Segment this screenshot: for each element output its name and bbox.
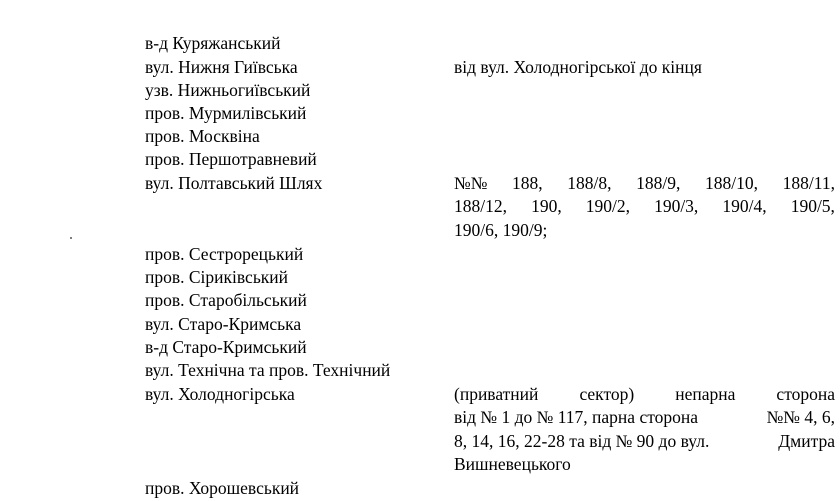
street-name: вул. Технічна та пров. Технічний bbox=[145, 360, 391, 380]
street-name: узв. Нижньогиївський bbox=[145, 80, 311, 100]
range-segment: від № 1 до № 117, парна сторона bbox=[454, 407, 699, 428]
range-line: Вишневецького bbox=[454, 453, 571, 474]
house-numbers-line bbox=[454, 172, 835, 195]
range-line bbox=[454, 406, 835, 429]
house-number: 190/3, bbox=[654, 196, 699, 217]
street-name: пров. Москвіна bbox=[145, 126, 260, 146]
house-numbers-line bbox=[454, 195, 835, 218]
street-name: пров. Старобільський bbox=[145, 290, 307, 310]
house-number: 190/2, bbox=[585, 196, 630, 217]
house-number: №№ bbox=[454, 173, 488, 193]
range-line bbox=[454, 383, 835, 406]
house-number: 188/10, bbox=[705, 173, 759, 193]
street-name: пров. Першотравневий bbox=[145, 149, 317, 169]
range-line: від вул. Холодногірської до кінця bbox=[454, 57, 702, 77]
street-name: вул. Полтавський Шлях bbox=[145, 173, 323, 193]
range-segment: Дмитра bbox=[778, 430, 835, 451]
house-number: 190/4, bbox=[722, 196, 767, 217]
street-name: в-д Старо-Кримський bbox=[145, 337, 307, 357]
house-numbers-line: 190/6, 190/9; bbox=[454, 219, 548, 240]
street-name: пров. Сіриківський bbox=[145, 267, 289, 287]
house-number: 188/9, bbox=[636, 173, 681, 193]
house-number: 188/8, bbox=[567, 173, 612, 193]
range-segment: №№ 4, 6, bbox=[766, 407, 835, 428]
range-segment: 8, 14, 16, 22-28 та від № 90 до вул. bbox=[454, 430, 710, 451]
range-word: сторона bbox=[776, 384, 835, 404]
range-word: сектор) bbox=[579, 384, 635, 404]
house-number: 188/11, bbox=[782, 173, 835, 193]
street-range-description bbox=[454, 383, 835, 476]
house-number: 188, bbox=[512, 173, 543, 193]
street-name: пров. Сестрорецький bbox=[145, 244, 304, 264]
street-name: вул. Старо-Кримська bbox=[145, 314, 302, 334]
street-name: пров. Мурмилівський bbox=[145, 103, 307, 123]
street-name: вул. Холодногірська bbox=[145, 384, 295, 404]
scan-speck bbox=[70, 237, 72, 239]
range-line bbox=[454, 430, 835, 453]
street-range-description bbox=[454, 56, 835, 79]
house-number: 190, bbox=[531, 196, 562, 217]
range-word: непарна bbox=[675, 384, 736, 404]
street-name: вул. Нижня Гиївська bbox=[145, 57, 298, 77]
street-name: в-д Куряжанський bbox=[145, 33, 281, 53]
house-number: 188/12, bbox=[454, 196, 507, 217]
house-numbers-description bbox=[454, 172, 835, 242]
street-name: пров. Хорошевський bbox=[145, 478, 300, 498]
house-number: 190/5, bbox=[790, 196, 835, 217]
range-word: (приватний bbox=[454, 384, 539, 404]
